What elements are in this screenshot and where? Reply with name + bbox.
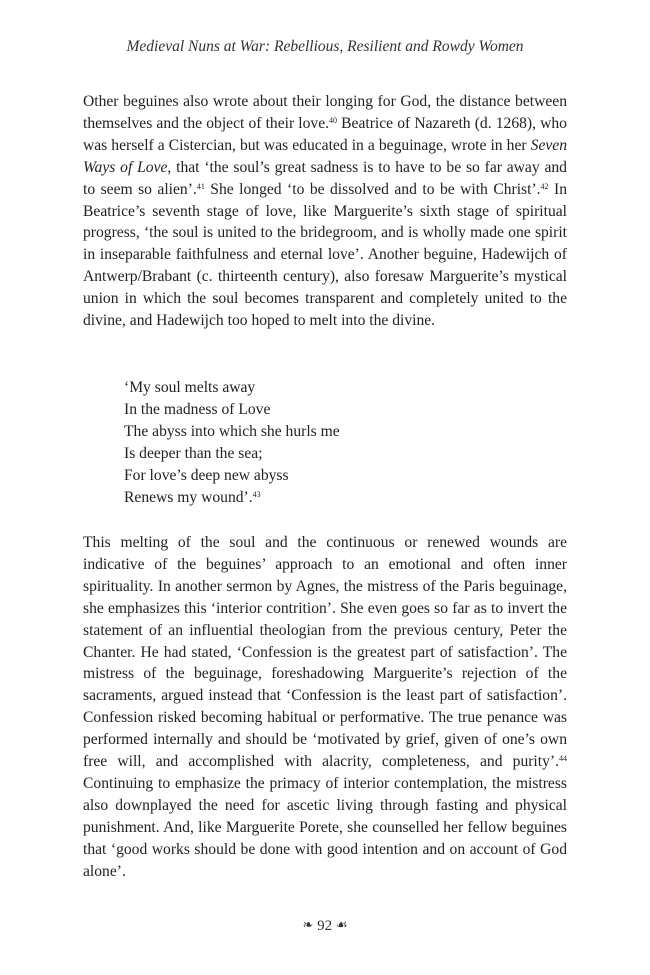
text-run: Beatrice of Nazareth (d. 1268), who was herself a Cistercian, but was educated in a beguinage, wrote in her bbox=[83, 114, 567, 154]
poem-line-last bbox=[124, 487, 340, 509]
footnote-ref-41[interactable]: 41 bbox=[196, 181, 205, 191]
poem-quote bbox=[124, 377, 340, 509]
poem-line: Is deeper than the sea; bbox=[124, 445, 263, 462]
page-footer bbox=[0, 917, 650, 935]
text-run: In Beatrice’s seventh stage of love, like Marguerite’s sixth stage of spiritual progress, ‘the soul is united to the bridegroom, and is wholly made one spirit in inseparable faithfulness and eternal love’. Another beguine, Hadewijch of Antwerp/Brabant (c. thirteenth century), also foresaw Marguerite’s mystical union in which the soul becomes transparent and completely united to the divine, and Hadewijch too hoped to melt into the divine. bbox=[83, 180, 567, 330]
text-run: This melting of the soul and the continuous or renewed wounds are indicative of the beguines’ approach to an emotional and often inner spirituality. In another sermon by Agnes, the mistress of the Paris beguinage, she emphasizes this ‘interior contrition’. She even goes so far as to invert the statement of an influential theologian from the previous century, Peter the Chanter. He had stated, ‘Confession is the greatest part of satisfaction’. The mistress of the beguinage, foreshadowing Marguerite’s rejection of the sacraments, argued instead that ‘Confession is the least part of satisfaction’. Confession risked becoming habitual or performative. The true penance was performed internally and should be ‘motivated by grief, given of one’s own free will, and accomplished with alacrity, completeness, and purity’. bbox=[83, 534, 567, 771]
book-title: Seven Ways of Love bbox=[83, 136, 567, 176]
text-run: , that ‘the soul’s great sadness is to have to be so far away and to seem so alien’. bbox=[83, 158, 567, 198]
paragraph-2 bbox=[83, 532, 567, 883]
floral-ornament-icon: ❧ bbox=[302, 917, 314, 932]
poem-line: ‘My soul melts away bbox=[124, 379, 256, 396]
text-run: She longed ‘to be dissolved and to be with Christ’. bbox=[204, 180, 541, 198]
floral-ornament-icon: ☙ bbox=[335, 917, 348, 932]
footnote-ref-40[interactable]: 40 bbox=[329, 115, 338, 125]
poem-line: The abyss into which she hurls me bbox=[124, 423, 340, 440]
page-number: 92 bbox=[317, 918, 333, 934]
footnote-ref-44[interactable]: 44 bbox=[559, 754, 567, 764]
paragraph-1 bbox=[83, 91, 567, 332]
running-head: Medieval Nuns at War: Rebellious, Resilient and Rowdy Women bbox=[126, 38, 524, 55]
poem-line: Renews my wound’. bbox=[124, 489, 253, 506]
text-run: Continuing to emphasize the primacy of interior contemplation, the mistress also downplayed the need for ascetic living through fasting and physical punishment. And, like Marguerite Porete, she counselled her fellow beguines that ‘good works should be done with good intention and on account of God alone’. bbox=[83, 774, 567, 880]
footnote-ref-42[interactable]: 42 bbox=[540, 181, 549, 191]
footnote-ref-43[interactable]: 43 bbox=[252, 490, 261, 499]
poem-line: For love’s deep new abyss bbox=[124, 467, 289, 484]
poem-line: In the madness of Love bbox=[124, 401, 271, 418]
text-run: Other beguines also wrote about their longing for God, the distance between themselves and the object of their love. bbox=[83, 93, 567, 132]
